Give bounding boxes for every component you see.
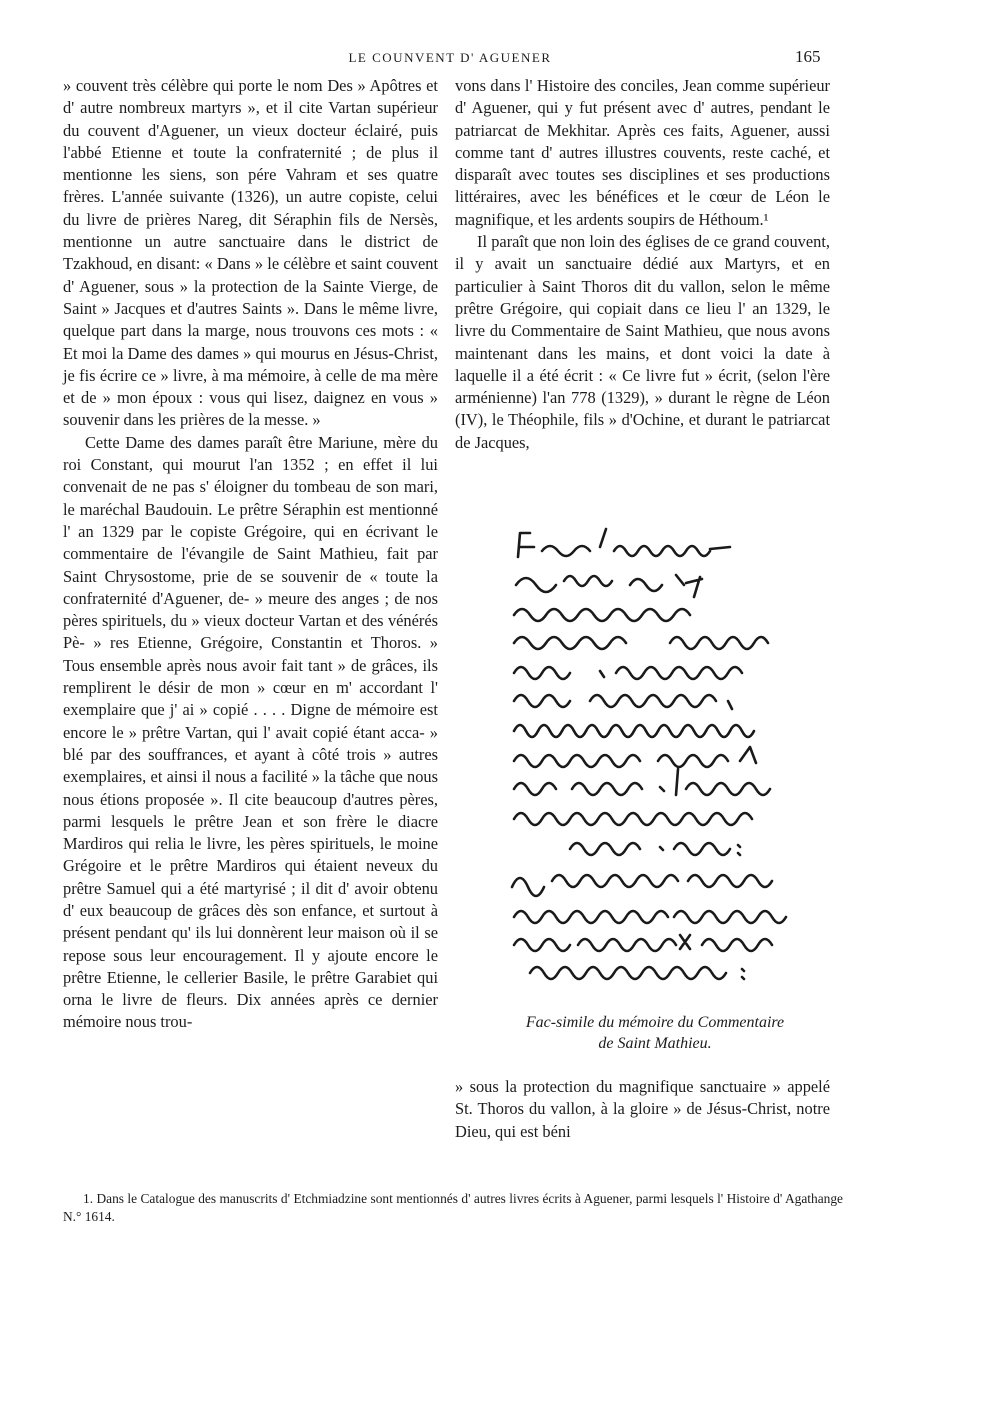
page-number: 165: [795, 47, 821, 66]
caption-line-2: de Saint Mathieu.: [598, 1035, 712, 1052]
right-paragraph-3: » sous la protection du magnifique sanctuaire » appelé St. Thoros du vallon, à la gloire » de Jésus-Christ, notre Dieu, qui est béni: [455, 1077, 830, 1141]
right-column: [455, 75, 830, 454]
caption-line-1: Fac-simile du mémoire du Commentaire: [525, 1014, 785, 1031]
footnote-text: 1. Dans le Catalogue des manuscrits d' Etchmiadzine sont mentionnés d' autres livres écrits à Aguener, parmi lesquels l' Histoire d' Agathange N.° 1614.: [63, 1191, 843, 1224]
right-paragraph-2: Il paraît que non loin des églises de ce grand couvent, il y avait un sanctuaire dédié aux Martyrs, et en particulier à Saint Thoros dit du vallon, selon le même prêtre Grégoire, qui copiait dans ce lieu l' an 1329, le livre du Commentaire de Saint Mathieu, que nous avons maintenant dans les mains, et dont voici la date à laquelle il a été écrit : « Ce livre fut » écrit, (selon l'ère arménienne) l'an 778 (1329), » durant le règne de Léon (IV), le Théophile, fils » d'Ochine, et durant le patriarcat de Jacques,: [455, 232, 830, 452]
running-title: LE COUNVENT D' AGUENER: [348, 50, 552, 65]
facsimile-caption: [465, 1012, 845, 1054]
handwritten-armenian-script: [490, 525, 830, 995]
right-column-continuation: [455, 1076, 830, 1143]
right-paragraph-1: vons dans l' Histoire des conciles, Jean comme supérieur d' Aguener, qui y fut présent avec d' autres, pendant le patriarcat de Mekhitar. Après ces faits, Aguener, aussi comme tant d' autres illustres couvents, reste caché, et disparaît avec toutes ses disciplines et ses productions littéraires, avec les bénéfices et le cœur de Léon le magnifique, et les ardents soupirs de Héthoum.¹: [455, 76, 830, 229]
left-paragraph-2: Cette Dame des dames paraît être Mariune, mère du roi Constant, qui mourut l'an 1352 ; en effet il lui convenait de ne pas s' éloigner du tombeau de son mari, le maréchal Baudouin. Le prêtre Séraphin est mentionné l' an 1329 par le copiste Grégoire, qui en écrivant le commentaire de l'évangile de Saint Mathieu, fait par Saint Chrysostome, prie de se souvenir de « toute la confraternité d'Aguener, de- » meure des anges ; de nos pères spirituels, du » vieux docteur Vartan et des vénérés Pè- » res Etienne, Grégoire, Constantin et Thoros. » Tous ensemble après nous avoir fait tant » de grâces, ils remplirent le désir de mon » cœur en m' accordant l' exemplaire que j' ai » copié . . . . Digne de mémoire est encore le » prêtre Vartan, qui l' avait copié étant acca- » blé par des souffrances, et ayant à côté trois » autres exemplaires, et ainsi il nous a facilité » la tâche que nous nous étions proposée ». Il cite beaucoup d'autres pères, parmi lesquels le prêtre Jean et son frère le diacre Mardiros qui relia le livre, les pères spirituels, le moine Grégoire et le prêtre Mardiros qui étaient neveux du prêtre Samuel qui a été martyrisé ; il dit d' avoir obtenu d' eux beaucoup de grâces dès son enfance, et surtout à présent pendant qu' ils lui donnèrent leur maison où il se repose sous leur encouragement. Il y ajoute encore le prêtre Etienne, le cellerier Basile, le prêtre Garabiet qui orna le livre de fleurs. Dix années après ce dernier mémoire nous trou-: [63, 432, 438, 1032]
footnote: [63, 1190, 843, 1226]
left-column: [63, 75, 438, 1034]
left-paragraph-1: » couvent très célèbre qui porte le nom Des » Apôtres et d' autre nombreux martyrs », et il cite Vartan supérieur du couvent d'Aguener, un vieux docteur éclairé, puis l'abbé Etienne et toute la confraternité ; de plus il mentionne les siens, son pére Vahram et ses quatre frères. L'année suivante (1326), un autre copiste, celui du livre de prières Nareg, dit Séraphin fils de Nersès, mentionne un autre sanctuaire dans le district de Tzakhoud, en disant: « Dans » le célèbre et saint couvent d' Aguener, sous » la protection de la Sainte Vierge, de Saint » Jacques et d'autres Saints ». Dans le même livre, quelque part dans la marge, nous trouvons ces mots : « Et moi la Dame des dames » qui mourus en Jésus-Christ, je fis écrire ce » livre, à ma mémoire, à celle de ma mère et de » mon époux : vous qui lisez, daignez en vous » souvenir dans les prières de la messe. »: [63, 76, 438, 430]
manuscript-facsimile: [490, 525, 830, 995]
